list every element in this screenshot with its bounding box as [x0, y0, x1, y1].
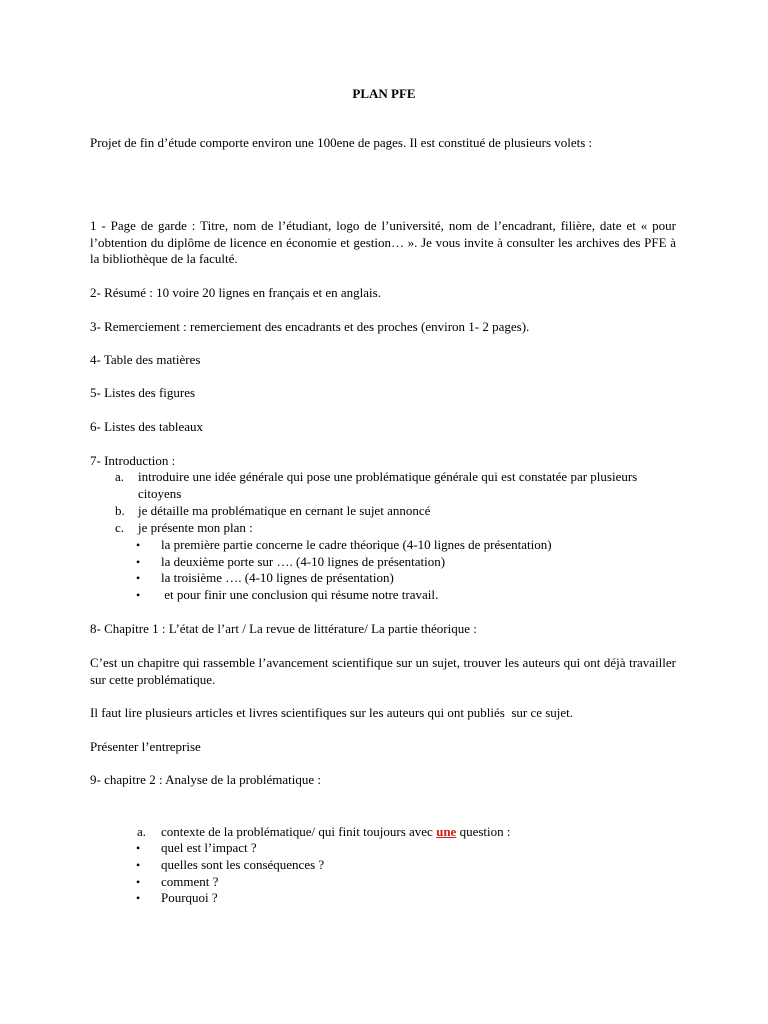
text-segment: question : [456, 824, 511, 839]
bullet-icon: • [136, 858, 141, 872]
highlighted-word: une [436, 824, 457, 839]
section-table-matieres: 4- Table des matières [90, 352, 201, 367]
section-resume: 2- Résumé : 10 voire 20 lignes en français et en anglais. [90, 285, 381, 300]
bullet-icon: • [136, 875, 141, 889]
section-remerciement: 3- Remerciement : remerciement des encadrants et des proches (environ 1- 2 pages). [90, 319, 530, 334]
chapter1-paragraph: Il faut lire plusieurs articles et livres scientifiques sur les auteurs qui ont publiés sur ce sujet. [90, 705, 574, 720]
bullet-icon: • [136, 571, 141, 585]
section-liste-tableaux: 6- Listes des tableaux [90, 419, 203, 434]
document-title: PLAN PFE [352, 86, 416, 101]
bullet-icon: • [136, 588, 141, 602]
chapter1-paragraph: Présenter l’entreprise [90, 739, 201, 754]
list-item-text [161, 824, 701, 841]
bullet-icon: • [136, 891, 141, 905]
bullet-icon: • [136, 841, 141, 855]
list-item-text: et pour finir une conclusion qui résume notre travail. [161, 587, 439, 602]
list-item-text: introduire une idée générale qui pose une problématique générale qui est constatée par plusieurs citoyens [138, 469, 638, 501]
list-item-text: la première partie concerne le cadre théorique (4-10 lignes de présentation) [161, 537, 552, 552]
list-item-text: la troisième …. (4-10 lignes de présentation) [161, 570, 394, 585]
section-chapitre-1: 8- Chapitre 1 : L’état de l’art / La revue de littérature/ La partie théorique : [90, 621, 477, 636]
intro-paragraph: Projet de fin d’étude comporte environ une 100ene de pages. Il est constitué de plusieurs volets : [90, 135, 593, 150]
list-marker: b. [115, 503, 125, 518]
list-marker: c. [115, 520, 125, 535]
list-item-text: la deuxième porte sur …. (4-10 lignes de présentation) [161, 554, 446, 569]
list-marker: a. [137, 824, 147, 839]
list-item-text: je détaille ma problématique en cernant le sujet annoncé [138, 503, 431, 518]
list-item-text: je présente mon plan : [138, 520, 253, 535]
section-page-de-garde: 1 - Page de garde : Titre, nom de l’étudiant, logo de l’université, nom de l’encadrant, filière, date et « pour l’obtention du diplôme de licence en économie et gestion… ». Je vous invite à consulter les archives des PFE à la bibliothèque de la faculté. [90, 218, 676, 266]
text-segment: contexte de la problématique/ qui finit toujours avec [161, 824, 437, 839]
bullet-icon: • [136, 555, 141, 569]
list-marker: a. [115, 469, 125, 484]
list-item-text: Pourquoi ? [161, 890, 218, 905]
list-item-text: quel est l’impact ? [161, 840, 257, 855]
bullet-icon: • [136, 538, 141, 552]
section-introduction: 7- Introduction : [90, 453, 176, 468]
chapter1-paragraph: C’est un chapitre qui rassemble l’avancement scientifique sur un sujet, trouver les auteurs qui ont déjà travailler sur cette problématique. [90, 655, 676, 687]
list-item-text: quelles sont les conséquences ? [161, 857, 325, 872]
section-chapitre-2: 9- chapitre 2 : Analyse de la problématique : [90, 772, 322, 787]
list-item-text: comment ? [161, 874, 219, 889]
section-liste-figures: 5- Listes des figures [90, 385, 196, 400]
